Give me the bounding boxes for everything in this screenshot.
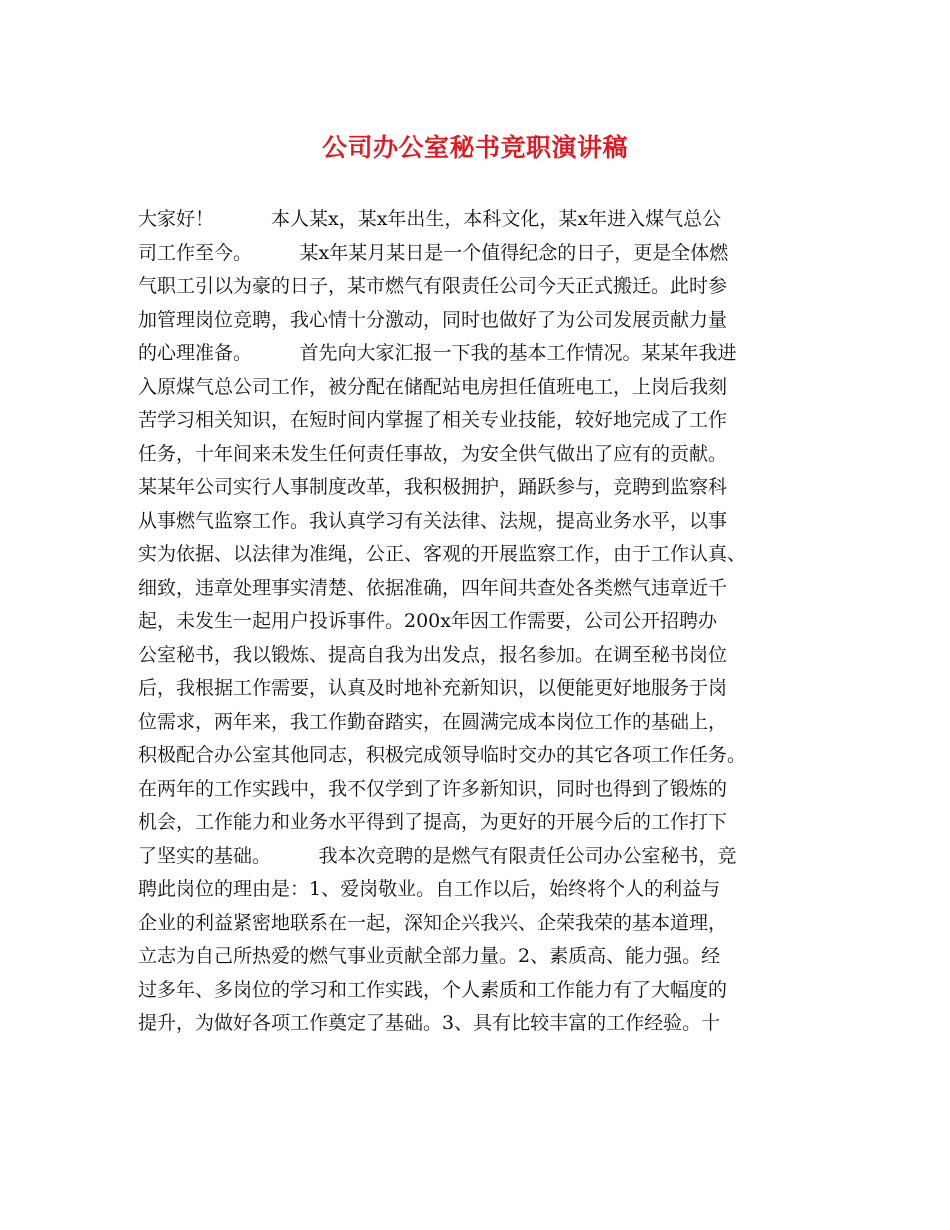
body-line: 气职工引以为豪的日子，某市燃气有限责任公司今天正式搬迁。此时参 [138,275,728,297]
body-line: 立志为自己所热爱的燃气事业贡献全部力量。2、素质高、能力强。经 [138,945,721,967]
body-line: 实为依据、以法律为准绳，公正、客观的开展监察工作，由于工作认真、 [138,543,747,565]
body-line: 提升，为做好各项工作奠定了基础。3、具有比较丰富的工作经验。十 [138,1012,721,1034]
body-line: 聘此岗位的理由是：1、爱岗敬业。自工作以后，始终将个人的利益与 [138,878,721,900]
body-line: 司工作至今。 某x年某月某日是一个值得纪念的日子，更是全体燃 [138,241,729,264]
body-line: 企业的利益紧密地联系在一起，深知企兴我兴、企荣我荣的基本道理， [138,911,728,934]
body-line: 某某年公司实行人事制度改革，我积极拥护，踊跃参与，竞聘到监察科 [138,476,728,498]
body-line: 后，我根据工作需要，认真及时地补充新知识，以便能更好地服务于岗 [138,677,728,699]
body-line: 过多年、多岗位的学习和工作实践，个人素质和工作能力有了大幅度的 [138,978,728,1001]
document-title: 公司办公室秘书竞职演讲稿 [321,133,628,162]
body-line: 机会，工作能力和业务水平得到了提高，为更好的开展今后的工作打下 [138,811,728,833]
body-line: 大家好！ 本人某x，某x年出生，本科文化，某x年进入煤气总公 [138,208,722,230]
body-line: 细致，违章处理事实清楚、依据准确，四年间共查处各类燃气违章近千 [138,576,728,599]
document-body [138,203,828,1041]
body-line: 公室秘书，我以锻炼、提高自我为出发点，报名参加。在调至秘书岗位 [138,643,728,666]
body-line: 任务，十年间来未发生任何责任事故，为安全供气做出了应有的贡献。 [138,442,728,465]
body-line: 在两年的工作实践中，我不仅学到了许多新知识，同时也得到了锻炼的 [138,777,728,800]
body-line: 位需求，两年来，我工作勤奋踏实，在圆满完成本岗位工作的基础上， [138,710,728,733]
body-line: 了坚实的基础。 我本次竞聘的是燃气有限责任公司办公室秘书，竞 [138,844,737,867]
body-line: 起，未发生一起用户投诉事件。200x年因工作需要，公司公开招聘办 [138,610,717,632]
body-line: 积极配合办公室其他同志，积极完成领导临时交办的其它各项工作任务。 [138,744,747,766]
body-line: 加管理岗位竞聘，我心情十分激动，同时也做好了为公司发展贡献力量 [138,308,728,331]
body-line: 从事燃气监察工作。我认真学习有关法律、法规，提高业务水平，以事 [138,509,728,532]
body-line: 的心理准备。 首先向大家汇报一下我的基本工作情况。某某年我进 [138,342,737,364]
body-line: 入原煤气总公司工作，被分配在储配站电房担任值班电工，上岗后我刻 [138,375,728,398]
body-line: 苦学习相关知识，在短时间内掌握了相关专业技能，较好地完成了工作 [138,409,728,431]
